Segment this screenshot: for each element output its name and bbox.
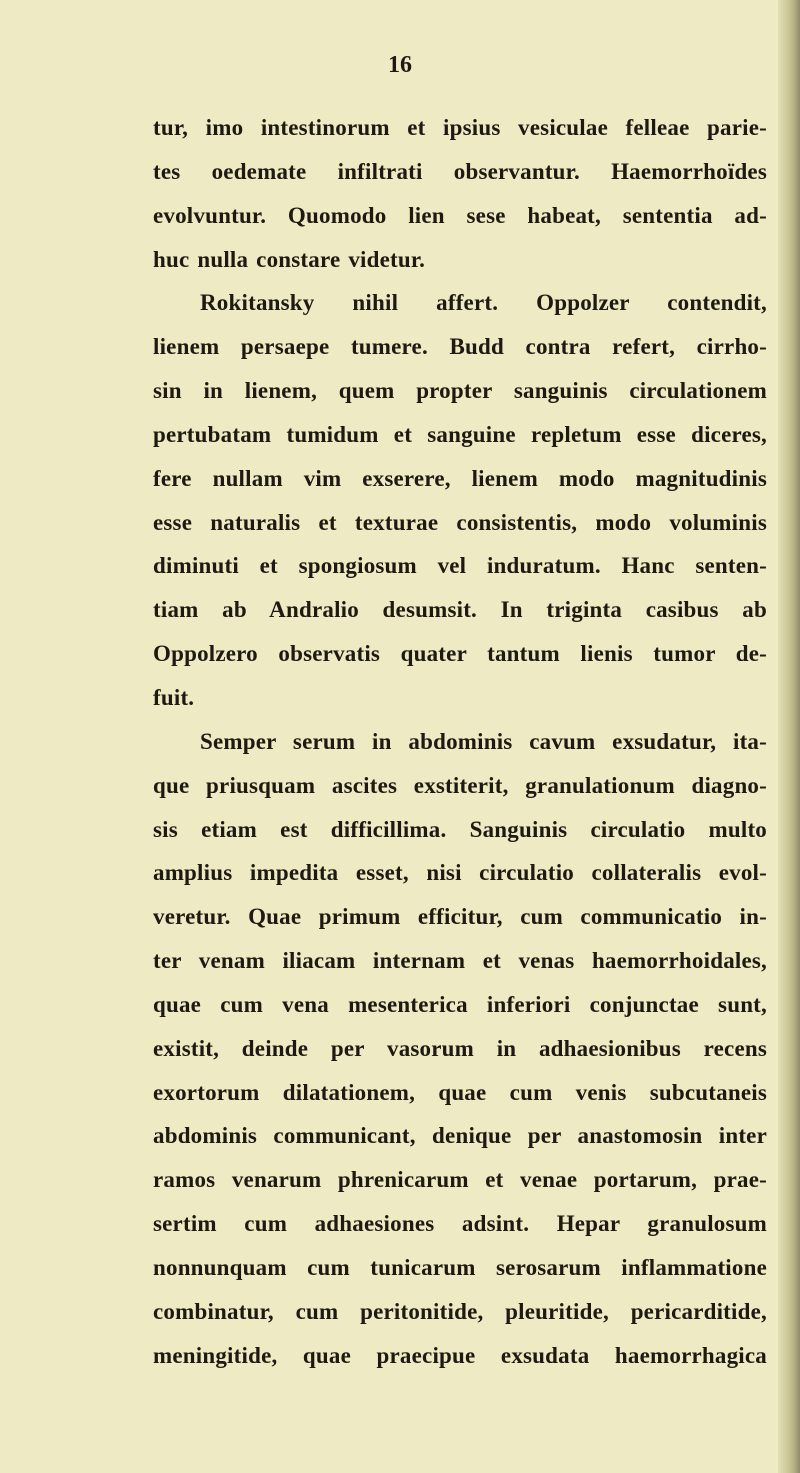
text-line: nonnunquam cum tunicarum serosarum inflammatione (153, 1254, 767, 1280)
text-line: meningitide, quae praecipue exsudata haemorrhagica (153, 1342, 767, 1368)
text-line: Rokitansky nihil affert. Oppolzer contendit, (200, 290, 767, 316)
text-line: fere nullam vim exserere, lienem modo magnitudinis (153, 465, 767, 491)
text-line: pertubatam tumidum et sanguine repletum esse diceres, (153, 421, 767, 447)
text-line: esse naturalis et texturae consistentis, modo voluminis (153, 509, 767, 535)
text-line: fuit. (153, 684, 195, 710)
text-line: tes oedemate infiltrati observantur. Haemorrhoïdes (153, 158, 767, 184)
text-line: sertim cum adhaesiones adsint. Hepar granulosum (153, 1211, 767, 1237)
text-line: amplius impedita esset, nisi circulatio collateralis evol- (153, 860, 767, 886)
text-line: diminuti et spongiosum vel induratum. Hanc senten- (153, 553, 767, 579)
text-line: evolvuntur. Quomodo lien sese habeat, sententia ad- (153, 202, 767, 228)
text-line: sin in lienem, quem propter sanguinis circulationem (153, 378, 767, 404)
text-line: tiam ab Andralio desumsit. In triginta casibus ab (153, 597, 767, 623)
text-line: tur, imo intestinorum et ipsius vesiculae felleae parie- (153, 115, 767, 140)
text-line: combinatur, cum peritonitide, pleuritide, pericarditide, (153, 1298, 767, 1324)
text-line: ramos venarum phrenicarum et venae portarum, prae- (153, 1167, 767, 1193)
text-line: exortorum dilatationem, quae cum venis subcutaneis (153, 1079, 767, 1105)
body-text (153, 108, 767, 1379)
text-line: Oppolzero observatis quater tantum lienis tumor de- (153, 641, 767, 667)
text-line: huc nulla constare videtur. (153, 246, 426, 272)
text-line: Semper serum in abdominis cavum exsudatur, ita- (200, 728, 767, 754)
text-line: veretur. Quae primum efficitur, cum communicatio in- (153, 904, 767, 930)
text-line: abdominis communicant, denique per anastomosin inter (153, 1123, 767, 1149)
text-line: lienem persaepe tumere. Budd contra refert, cirrho- (153, 334, 767, 360)
page-edge-shadow (778, 0, 800, 1473)
text-line: ter venam iliacam internam et venas haemorrhoidales, (153, 948, 767, 974)
page-number: 16 (388, 52, 412, 78)
text-line: sis etiam est difficillima. Sanguinis circulatio multo (153, 816, 767, 842)
text-line: existit, deinde per vasorum in adhaesionibus recens (153, 1035, 767, 1061)
text-line: quae cum vena mesenterica inferiori conjunctae sunt, (153, 991, 767, 1017)
text-line: que priusquam ascites exstiterit, granulationum diagno- (153, 772, 767, 798)
